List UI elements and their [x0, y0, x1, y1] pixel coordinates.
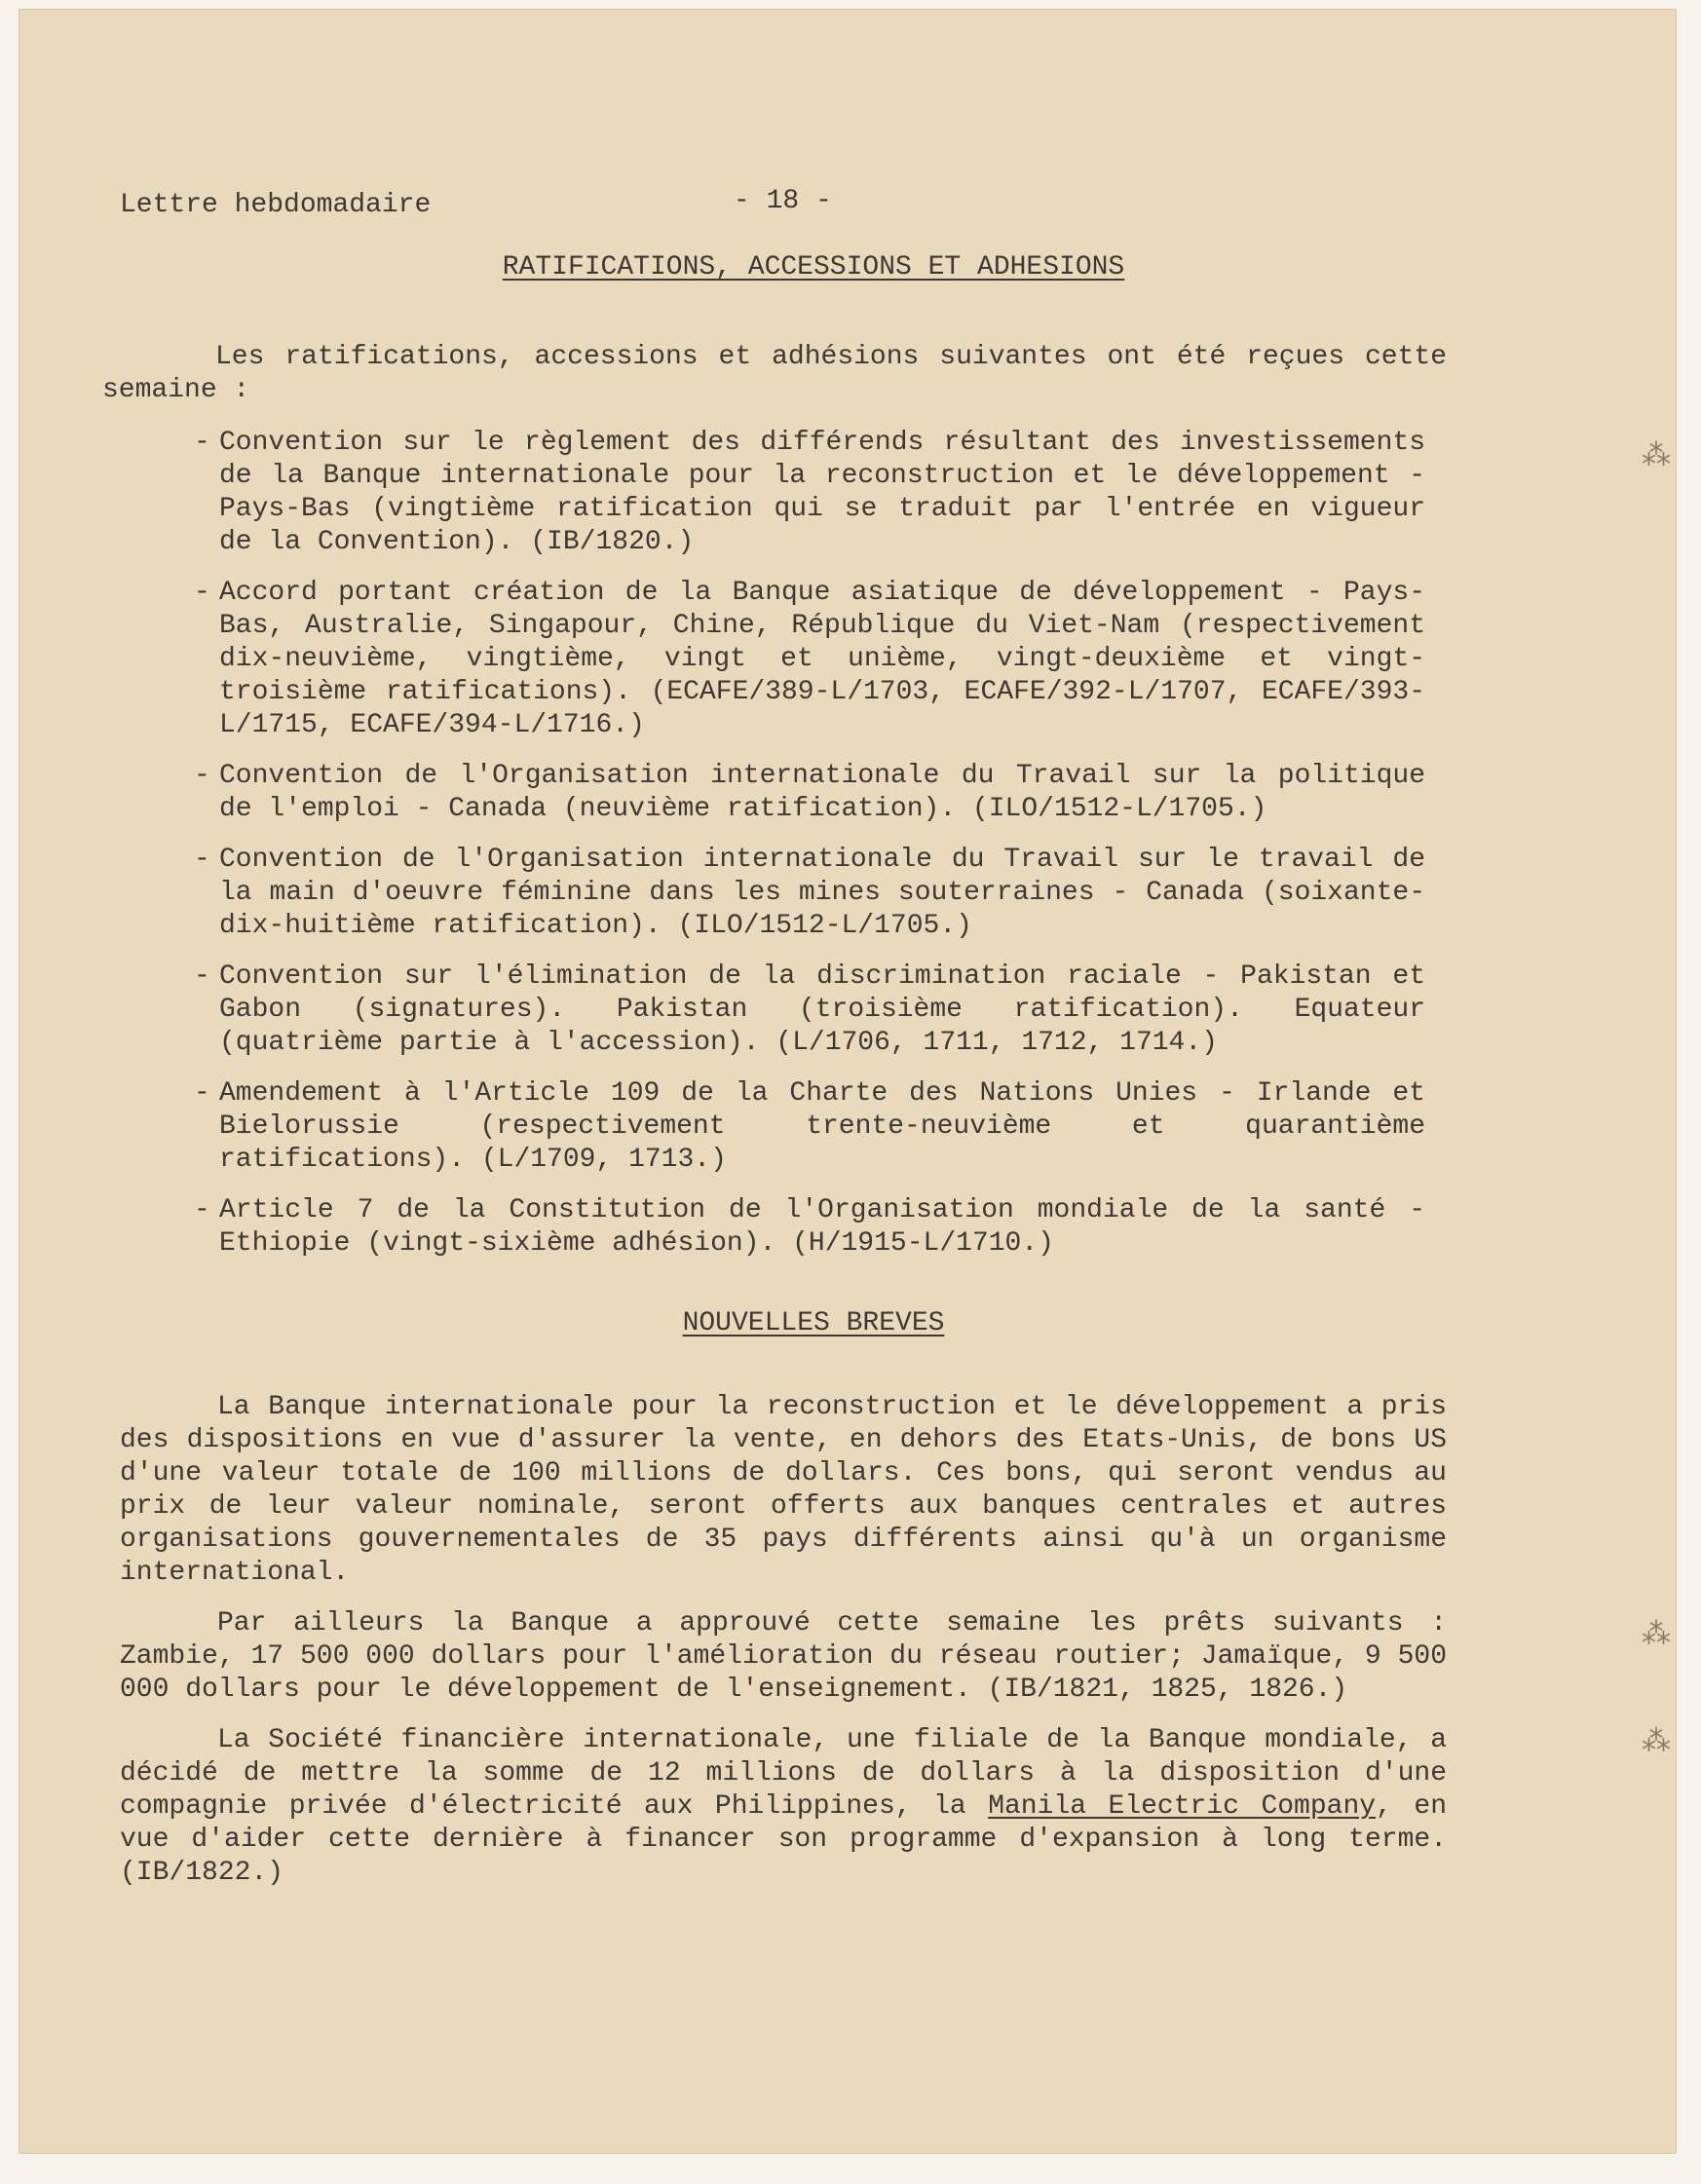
- news-paragraph: [102, 1724, 1447, 1890]
- margin-mark: ⁂: [1642, 441, 1671, 474]
- list-item: - Convention sur l'élimination de la discrimination raciale - Pakistan et Gabon (signatures). Pakistan (troisième ratification). Equateur (quatrième partie à l'accession). (L/1706, 1711, 1712, 1714.): [219, 960, 1447, 1060]
- ratifications-intro: [102, 341, 1447, 407]
- list-item: - Convention de l'Organisation internationale du Travail sur le travail de la main d'oeuvre féminine dans les mines souterraines - Canada (soixante-dix-huitième ratification). (ILO/1512-L/1705.): [219, 844, 1447, 943]
- intro-paragraph: Les ratifications, accessions et adhésions suivantes ont été reçues cette semaine :: [102, 342, 1447, 405]
- margin-mark: ⁂: [1642, 1727, 1671, 1760]
- list-item: - Convention sur le règlement des différends résultant des investissements de la Banque internationale pour la reconstruction et le développement - Pays-Bas (vingtième ratification qui se traduit par l'entrée en vigueur de la Convention). (IB/1820.): [219, 427, 1447, 559]
- ratifications-list: [102, 427, 1447, 1261]
- page-header: [102, 168, 1447, 226]
- list-item: - Article 7 de la Constitution de l'Organisation mondiale de la santé - Ethiopie (vingt-sixième adhésion). (H/1915-L/1710.): [219, 1194, 1447, 1261]
- list-item: - Accord portant création de la Banque asiatique de développement - Pays-Bas, Australie, Singapour, Chine, République du Viet-Nam (respectivement dix-neuvième, vingtième, vingt et unième, vingt-deuxième et vingt-troisième ratifications). (ECAFE/389-L/1703, ECAFE/392-L/1707, ECAFE/393-L/1715, ECAFE/394-L/1716.): [219, 577, 1447, 742]
- ratifications-heading: RATIFICATIONS, ACCESSIONS ET ADHESIONS: [502, 252, 1125, 282]
- news-section: [102, 1391, 1447, 1890]
- news-heading: NOUVELLES BREVES: [682, 1308, 945, 1338]
- company-name: Manila Electric Company: [988, 1791, 1377, 1822]
- news-text: La Société financière internationale, une filiale de la Banque mondiale, a décidé de mettre la somme de 12 millions de dollars à la disposition d'une compagnie privée d'électricité aux Philippines, la: [120, 1725, 1447, 1822]
- news-text: , en vue d'aider cette dernière à financer son programme d'expansion à long terme. (IB/1822.): [120, 1791, 1447, 1888]
- header-title: Lettre hebdomadaire: [120, 190, 432, 220]
- list-item: - Convention de l'Organisation internationale du Travail sur la politique de l'emploi - Canada (neuvième ratification). (ILO/1512-L/1705.): [219, 760, 1447, 826]
- document-body: [102, 168, 1447, 1907]
- news-paragraph: La Banque internationale pour la reconstruction et le développement a pris des dispositions en vue d'assurer la vente, en dehors des Etats-Unis, de bons US d'une valeur totale de 100 millions de dollars. Ces bons, qui seront vendus au prix de leur valeur nominale, seront offerts aux banques centrales et autres organisations gouvernementales de 35 pays différents ainsi qu'à un organisme international.: [120, 1392, 1447, 1588]
- margin-mark: ⁂: [1642, 1620, 1671, 1653]
- page-number: - 18 -: [734, 186, 832, 216]
- list-item: - Amendement à l'Article 109 de la Charte des Nations Unies - Irlande et Bielorussie (respectivement trente-neuvième et quarantième ratifications). (L/1709, 1713.): [219, 1077, 1447, 1177]
- news-paragraph: Par ailleurs la Banque a approuvé cette semaine les prêts suivants : Zambie, 17 500 000 dollars pour l'amélioration du réseau routier; Jamaïque, 9 500 000 dollars pour le développement de l'enseignement. (IB/1821, 1825, 1826.): [120, 1608, 1447, 1705]
